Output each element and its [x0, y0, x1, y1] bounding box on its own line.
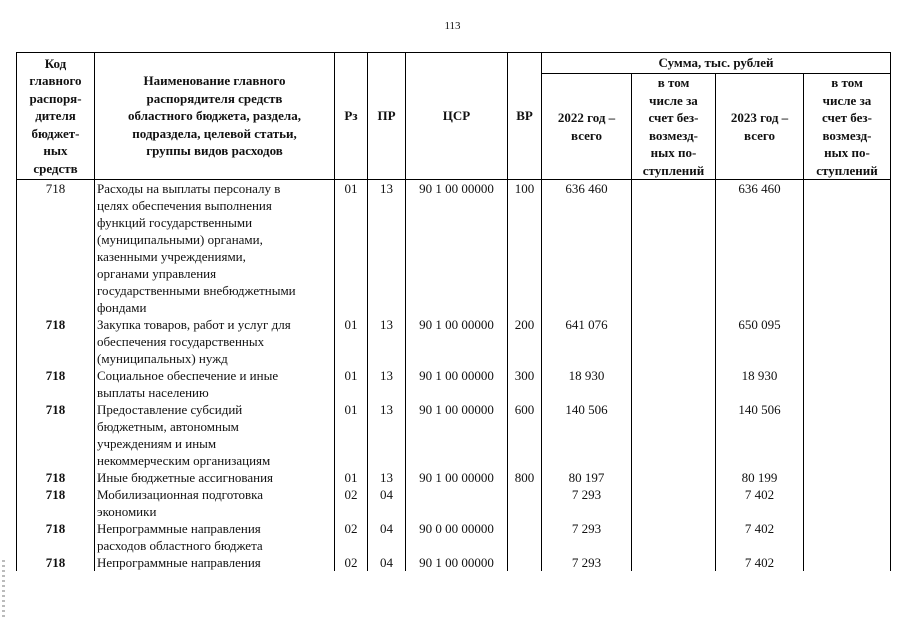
cell-2022-free — [632, 554, 716, 571]
cell-pr: 04 — [368, 554, 406, 571]
cell-csr: 90 1 00 00000 — [406, 316, 508, 367]
cell-csr: 90 1 00 00000 — [406, 469, 508, 486]
cell-pr: 04 — [368, 520, 406, 554]
cell-2023-free — [804, 469, 891, 486]
table-body — [17, 180, 891, 572]
cell-name: Иные бюджетные ассигнования — [95, 469, 335, 486]
cell-name: Расходы на выплаты персоналу в целях обеспечения выполнения функций государственными (муниципальными) органами, казенными учреждениями, органами управления государственными внебюджетными фондами — [95, 180, 335, 317]
cell-2022-free — [632, 401, 716, 469]
cell-2023-free — [804, 486, 891, 520]
cell-2022-free — [632, 486, 716, 520]
header-pr: ПР — [368, 53, 406, 180]
cell-rz: 01 — [335, 180, 368, 317]
table-row — [17, 180, 891, 317]
cell-rz: 01 — [335, 401, 368, 469]
cell-rz: 02 — [335, 486, 368, 520]
cell-2023-free — [804, 520, 891, 554]
header-sum-group: Сумма, тыс. рублей — [542, 53, 891, 74]
cell-2022-total: 641 076 — [542, 316, 632, 367]
scan-artifact — [2, 560, 5, 620]
cell-2022-total: 140 506 — [542, 401, 632, 469]
cell-code: 718 — [17, 554, 95, 571]
cell-2023-total: 7 402 — [716, 520, 804, 554]
cell-csr: 90 0 00 00000 — [406, 520, 508, 554]
cell-pr: 13 — [368, 180, 406, 317]
cell-vr: 800 — [508, 469, 542, 486]
cell-code: 718 — [17, 520, 95, 554]
cell-code: 718 — [17, 486, 95, 520]
cell-2023-total: 7 402 — [716, 486, 804, 520]
cell-pr: 04 — [368, 486, 406, 520]
table-row — [17, 486, 891, 520]
cell-name: Социальное обеспечение и иные выплаты населению — [95, 367, 335, 401]
cell-vr: 300 — [508, 367, 542, 401]
cell-2023-free — [804, 401, 891, 469]
cell-vr — [508, 520, 542, 554]
cell-code: 718 — [17, 316, 95, 367]
cell-csr: 90 1 00 00000 — [406, 180, 508, 317]
cell-pr: 13 — [368, 469, 406, 486]
cell-2023-total: 650 095 — [716, 316, 804, 367]
header-2022-total: 2022 год – всего — [542, 74, 632, 180]
cell-2023-free — [804, 554, 891, 571]
cell-vr: 600 — [508, 401, 542, 469]
cell-vr — [508, 554, 542, 571]
header-2023-total: 2023 год – всего — [716, 74, 804, 180]
header-name: Наименование главного распорядителя средств областного бюджета, раздела, подраздела, целевой статьи, группы видов расходов — [95, 53, 335, 180]
header-rz: Рз — [335, 53, 368, 180]
cell-vr: 100 — [508, 180, 542, 317]
cell-2022-total: 7 293 — [542, 520, 632, 554]
cell-2023-total: 636 460 — [716, 180, 804, 317]
cell-2022-total: 80 197 — [542, 469, 632, 486]
cell-2022-total: 636 460 — [542, 180, 632, 317]
header-vr: ВР — [508, 53, 542, 180]
cell-2022-free — [632, 469, 716, 486]
cell-pr: 13 — [368, 401, 406, 469]
cell-2022-total: 7 293 — [542, 486, 632, 520]
cell-code: 718 — [17, 469, 95, 486]
cell-code: 718 — [17, 367, 95, 401]
cell-2023-total: 80 199 — [716, 469, 804, 486]
cell-vr: 200 — [508, 316, 542, 367]
table-row — [17, 554, 891, 571]
cell-vr — [508, 486, 542, 520]
table-row — [17, 520, 891, 554]
cell-rz: 01 — [335, 469, 368, 486]
cell-csr — [406, 486, 508, 520]
cell-code: 718 — [17, 180, 95, 317]
cell-2022-total: 7 293 — [542, 554, 632, 571]
cell-rz: 01 — [335, 316, 368, 367]
cell-name: Непрограммные направления расходов областного бюджета — [95, 520, 335, 554]
cell-rz: 02 — [335, 554, 368, 571]
budget-table — [16, 52, 891, 571]
cell-2023-free — [804, 180, 891, 317]
cell-csr: 90 1 00 00000 — [406, 554, 508, 571]
cell-2023-total: 18 930 — [716, 367, 804, 401]
table-row — [17, 316, 891, 367]
table-row — [17, 367, 891, 401]
table-row — [17, 469, 891, 486]
cell-name: Мобилизационная подготовка экономики — [95, 486, 335, 520]
cell-2022-free — [632, 520, 716, 554]
cell-2022-free — [632, 180, 716, 317]
cell-2022-free — [632, 367, 716, 401]
header-2022-free: в том числе за счет без- возмезд- ных по- ступлений — [632, 74, 716, 180]
cell-2022-free — [632, 316, 716, 367]
cell-name: Закупка товаров, работ и услуг для обеспечения государственных (муниципальных) нужд — [95, 316, 335, 367]
cell-2023-free — [804, 367, 891, 401]
cell-pr: 13 — [368, 367, 406, 401]
cell-csr: 90 1 00 00000 — [406, 367, 508, 401]
table-header — [17, 53, 891, 180]
cell-rz: 01 — [335, 367, 368, 401]
cell-pr: 13 — [368, 316, 406, 367]
cell-name: Предоставление субсидий бюджетным, автономным учреждениям и иным некоммерческим организациям — [95, 401, 335, 469]
header-csr: ЦСР — [406, 53, 508, 180]
table-row — [17, 401, 891, 469]
cell-code: 718 — [17, 401, 95, 469]
cell-2023-total: 140 506 — [716, 401, 804, 469]
cell-2022-total: 18 930 — [542, 367, 632, 401]
header-code: Код главного распоря- дителя бюджет- ных средств — [17, 53, 95, 180]
cell-rz: 02 — [335, 520, 368, 554]
cell-csr: 90 1 00 00000 — [406, 401, 508, 469]
header-2023-free: в том числе за счет без- возмезд- ных по- ступлений — [804, 74, 891, 180]
page-number: 113 — [444, 20, 461, 32]
cell-name: Непрограммные направления — [95, 554, 335, 571]
cell-2023-total: 7 402 — [716, 554, 804, 571]
cell-2023-free — [804, 316, 891, 367]
